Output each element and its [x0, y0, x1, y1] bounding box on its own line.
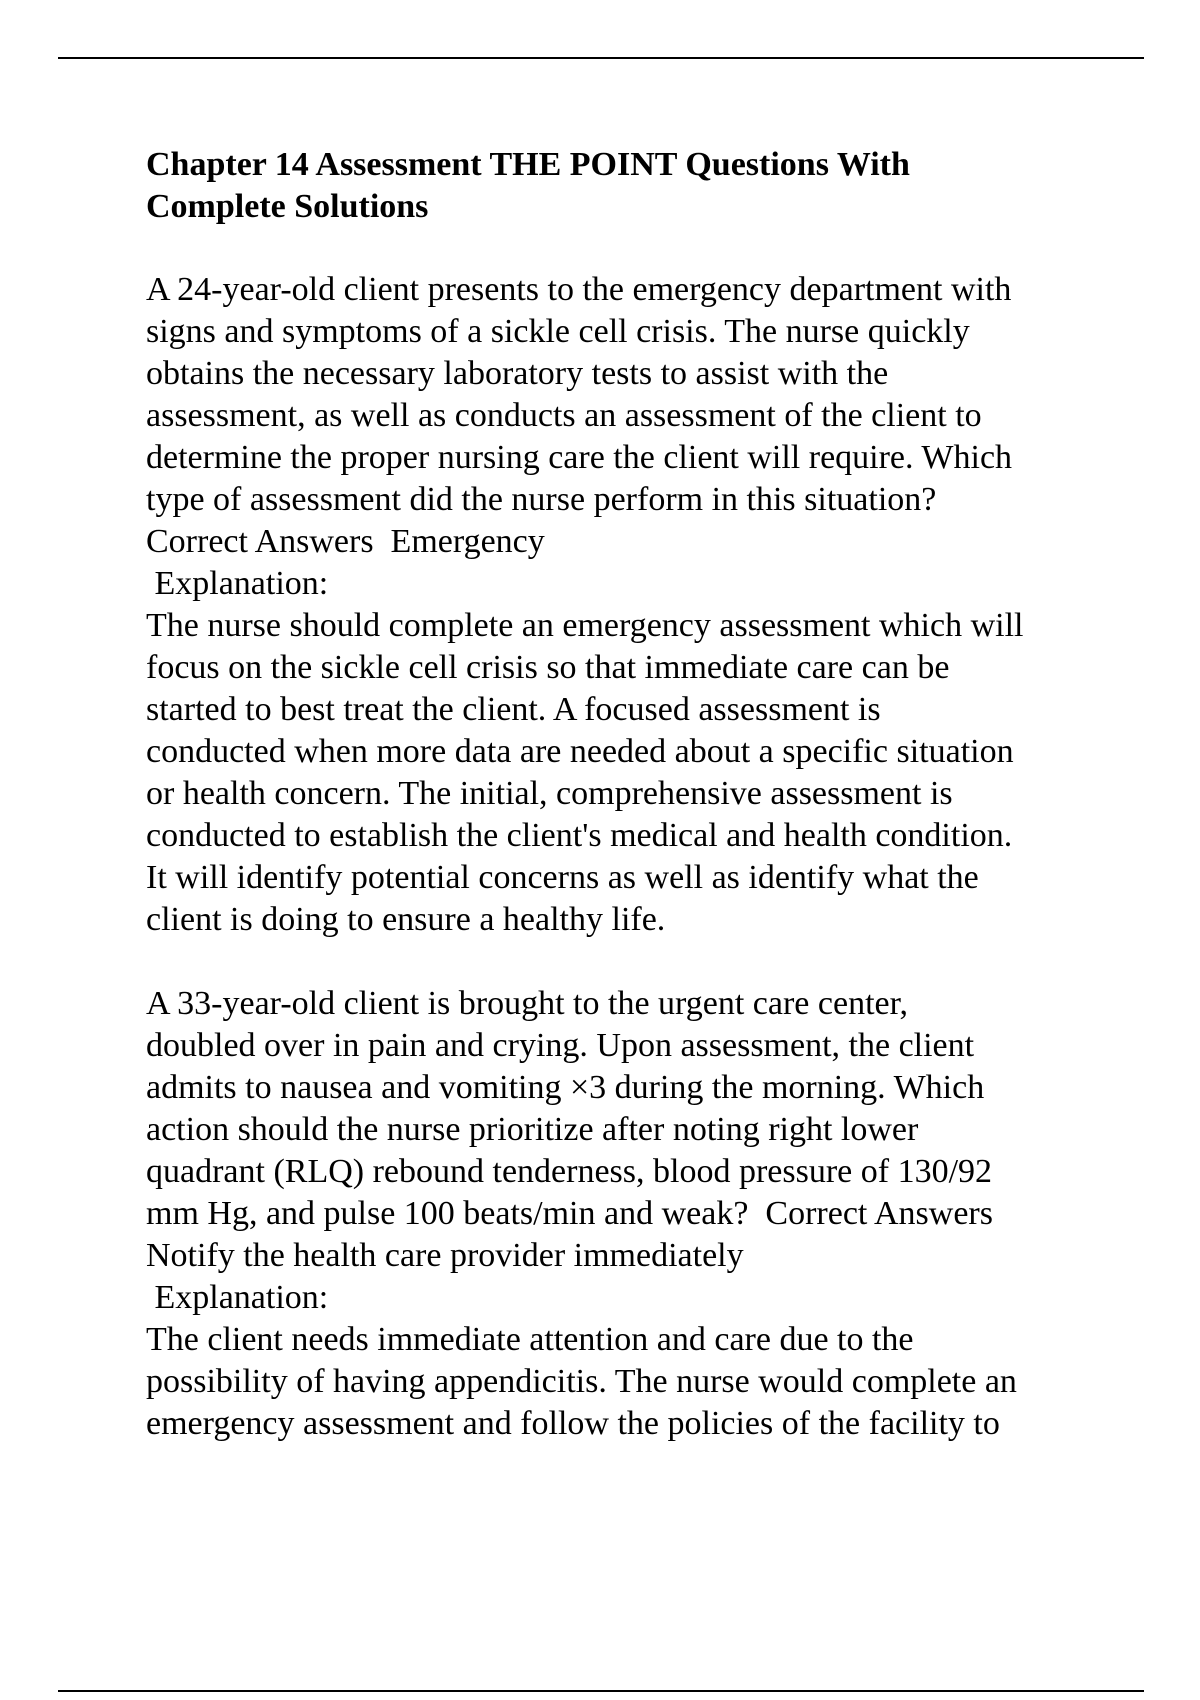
explanation-1-line: It will identify potential concerns as well as identify what the	[146, 859, 979, 896]
explanation-2-line: emergency assessment and follow the policies of the facility to	[146, 1405, 1000, 1442]
document-title	[146, 144, 1106, 228]
bottom-divider	[58, 1690, 1144, 1692]
question-1-line: obtains the necessary laboratory tests to assist with the	[146, 355, 889, 392]
explanation-1-line: started to best treat the client. A focused assessment is	[146, 691, 881, 728]
question-2-line: action should the nurse prioritize after noting right lower	[146, 1111, 919, 1148]
top-divider	[58, 57, 1144, 59]
question-1-line: signs and symptoms of a sickle cell crisis. The nurse quickly	[146, 313, 970, 350]
explanation-2-line: The client needs immediate attention and care due to the	[146, 1321, 914, 1358]
explanation-2-heading: Explanation:	[146, 1279, 329, 1316]
question-2-line: mm Hg, and pulse 100 beats/min and weak? Correct Answers	[146, 1195, 993, 1232]
question-2-line: quadrant (RLQ) rebound tenderness, blood pressure of 130/92	[146, 1153, 993, 1190]
explanation-2-line: possibility of having appendicitis. The nurse would complete an	[146, 1363, 1017, 1400]
question-2-line: doubled over in pain and crying. Upon assessment, the client	[146, 1027, 975, 1064]
title-line: Complete Solutions	[146, 188, 429, 225]
explanation-1-line: The nurse should complete an emergency assessment which will	[146, 607, 1024, 644]
question-2-line: admits to nausea and vomiting ×3 during the morning. Which	[146, 1069, 985, 1106]
explanation-1-line: or health concern. The initial, comprehensive assessment is	[146, 775, 953, 812]
answer-2-line: Notify the health care provider immediately	[146, 1237, 744, 1274]
question-1-line: determine the proper nursing care the client will require. Which	[146, 439, 1013, 476]
explanation-1-line: focus on the sickle cell crisis so that immediate care can be	[146, 649, 950, 686]
page-content	[146, 144, 1106, 1445]
question-block-2	[146, 983, 1106, 1445]
question-2-line: A 33-year-old client is brought to the urgent care center,	[146, 985, 909, 1022]
question-block-1	[146, 269, 1106, 941]
question-1-line: type of assessment did the nurse perform in this situation?	[146, 481, 937, 518]
question-1-line: assessment, as well as conducts an assessment of the client to	[146, 397, 982, 434]
explanation-1-heading: Explanation:	[146, 565, 329, 602]
answer-1-line: Correct Answers Emergency	[146, 523, 545, 560]
title-line: Chapter 14 Assessment THE POINT Questions With	[146, 146, 910, 183]
explanation-1-line: conducted to establish the client's medical and health condition.	[146, 817, 1013, 854]
explanation-1-line: conducted when more data are needed about a specific situation	[146, 733, 1014, 770]
explanation-1-line: client is doing to ensure a healthy life.	[146, 901, 666, 938]
question-1-line: A 24-year-old client presents to the emergency department with	[146, 271, 1012, 308]
